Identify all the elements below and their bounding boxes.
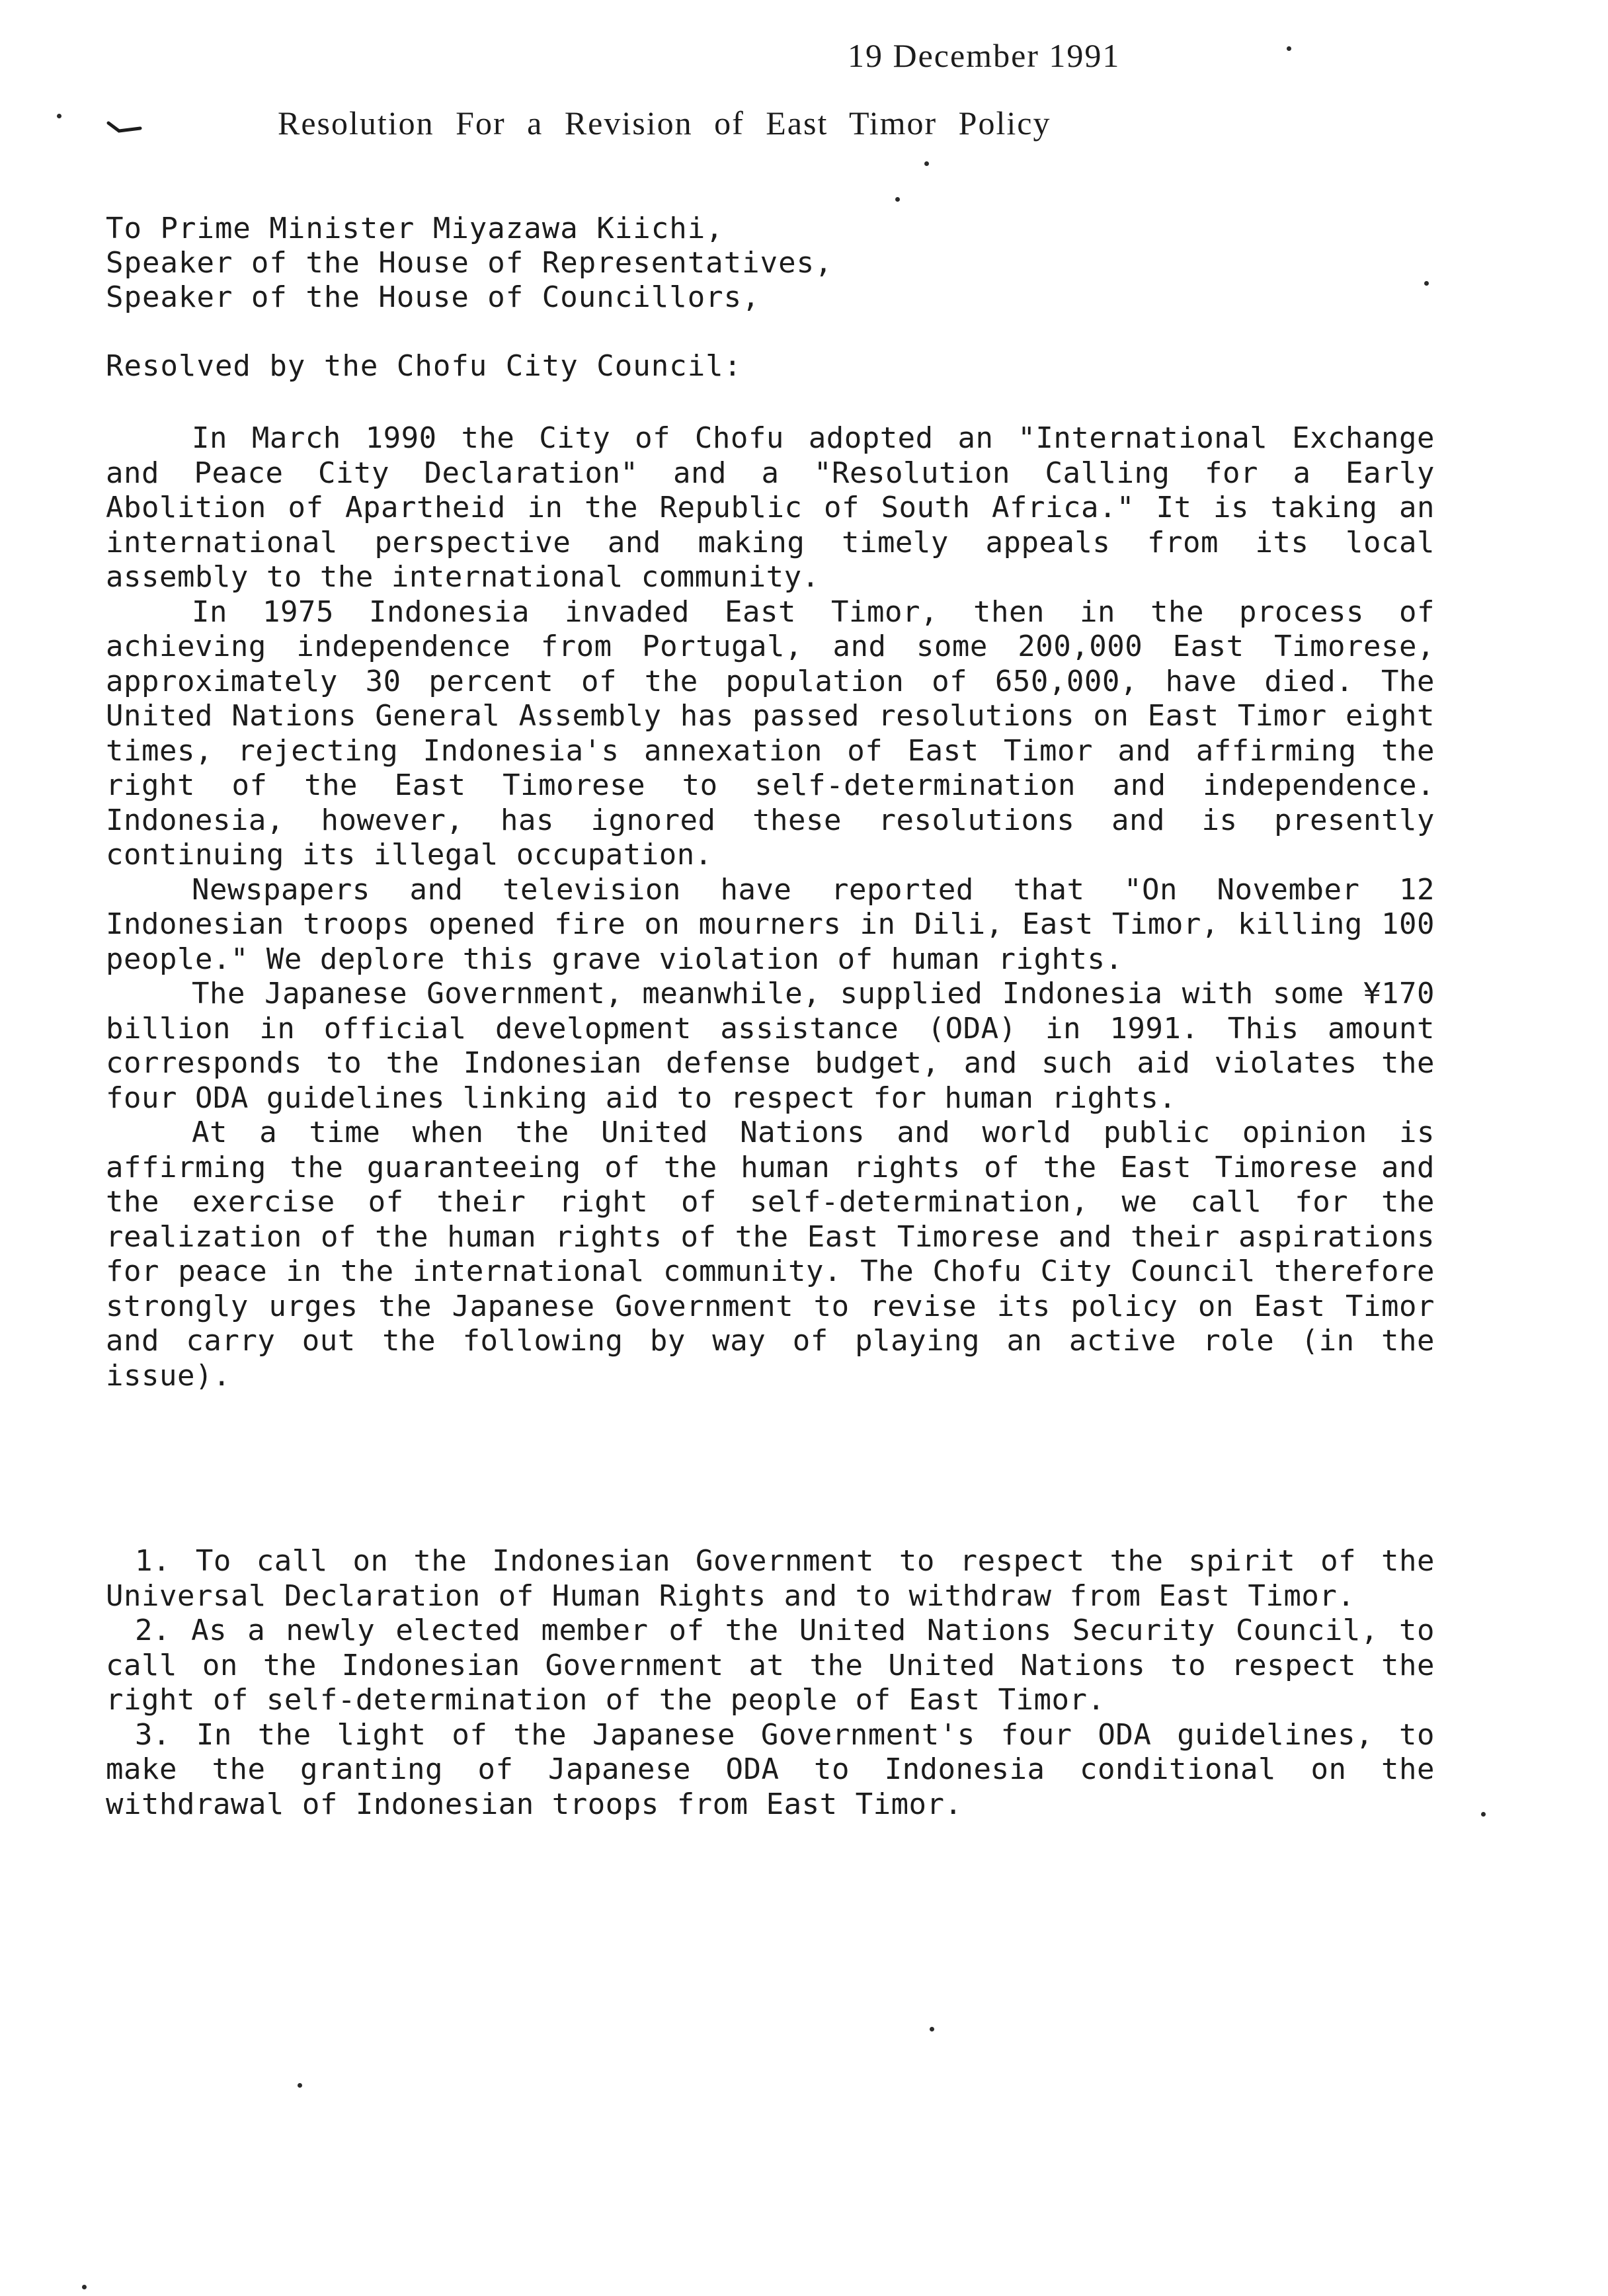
resolution-body: [106, 421, 1435, 1393]
body-paragraph: Newspapers and television have reported that "On November 12 Indonesian troops opened fire on mourners in Dili, East Timor, killing 100 people." We deplore this grave violation of human rights.: [106, 872, 1435, 976]
scan-speck: [82, 2285, 87, 2289]
list-item: 2. As a newly elected member of the United Nations Security Council, to call on the Indonesian Government at the United Nations to respect the right of self-determination of the people of East Timor.: [106, 1614, 1435, 1717]
body-paragraph: The Japanese Government, meanwhile, supplied Indonesia with some ¥170 billion in official development assistance (ODA) in 1991. This amount corresponds to the Indonesian defense budget, and such aid violates the four ODA guidelines linking aid to respect for human rights.: [106, 977, 1435, 1115]
scan-speck: [895, 197, 900, 202]
check-mark-icon: [106, 116, 143, 135]
scan-speck: [57, 114, 61, 118]
body-paragraph: In 1975 Indonesia invaded East Timor, then in the process of achieving independence from Portugal, and some 200,000 East Timorese, approximately 30 percent of the population of 650,000, have died. The United Nations General Assembly has passed resolutions on East Timor eight times, rejecting Indonesia's annexation of East Timor and affirming the right of the East Timorese to self-determination and independence. Indonesia, however, has ignored these resolutions and is presently continuing its illegal occupation.: [106, 594, 1435, 872]
addressee-line: To Prime Minister Miyazawa Kiichi,: [106, 212, 724, 245]
body-paragraph: In March 1990 the City of Chofu adopted an "International Exchange and Peace City Declaration" and a "Resolution Calling for a Early Abolition of Apartheid in the Republic of South Africa." It is taking an international perspective and making timely appeals from its local assembly to the international community.: [106, 421, 1435, 594]
list-item: 1. To call on the Indonesian Government to respect the spirit of the Universal Declaration of Human Rights and to withdraw from East Timor.: [106, 1544, 1435, 1613]
scan-speck: [930, 2027, 934, 2031]
addressee-block: [106, 212, 833, 315]
scan-speck: [1287, 46, 1291, 51]
addressee-line: Speaker of the House of Representatives,: [106, 246, 833, 280]
scan-speck: [1481, 1812, 1486, 1817]
scan-speck: [298, 2083, 302, 2088]
resolution-items: [106, 1544, 1435, 1822]
scan-speck: [924, 161, 929, 166]
list-item: 3. In the light of the Japanese Government's four ODA guidelines, to make the granting of Japanese ODA to Indonesia conditional on the withdrawal of Indonesian troops from East Timor.: [106, 1717, 1435, 1821]
document-date: 19 December 1991: [848, 37, 1121, 74]
body-paragraph: At a time when the United Nations and world public opinion is affirming the guaranteeing of the human rights of the East Timorese and the exercise of their right of self-determination, we call for the realization of the human rights of the East Timorese and their aspirations for peace in the international community. The Chofu City Council therefore strongly urges the Japanese Government to revise its policy on East Timor and carry out the following by way of playing an active role (in the issue).: [106, 1116, 1435, 1393]
scan-speck: [1424, 281, 1429, 286]
resolved-line: Resolved by the Chofu City Council:: [106, 349, 743, 383]
addressee-line: Speaker of the House of Councillors,: [106, 280, 760, 314]
document-title: Resolution For a Revision of East Timor Policy: [278, 104, 1051, 142]
